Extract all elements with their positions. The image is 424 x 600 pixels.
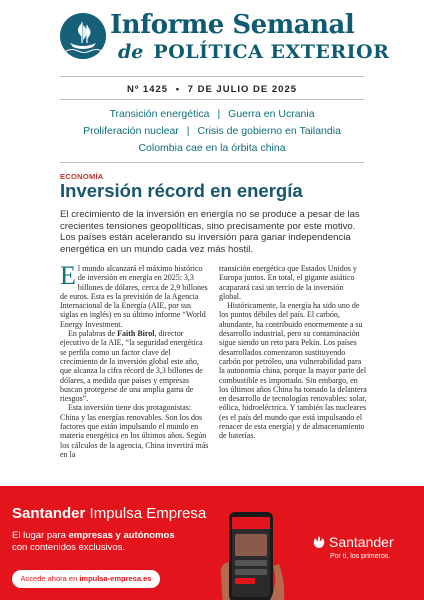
masthead-subtitle-name: POLÍTICA EXTERIOR xyxy=(153,41,390,63)
topic-link[interactable]: Guerra en Ucrania xyxy=(228,108,315,120)
ad-title-brand: Santander xyxy=(12,505,86,522)
santander-flame-icon xyxy=(312,535,326,549)
santander-ad-banner[interactable] xyxy=(0,486,424,600)
masthead-title: Informe Semanal xyxy=(110,10,355,40)
ad-cta-text: Accede ahora en xyxy=(20,574,80,583)
topics-row xyxy=(0,123,424,140)
ad-subtitle-text: con contenidos exclusivos. xyxy=(12,541,126,553)
topic-link[interactable]: Transición energética xyxy=(109,108,210,120)
dropcap: E xyxy=(60,261,76,290)
topic-link[interactable]: Crisis de gobierno en Tailandia xyxy=(197,125,341,137)
article-paragraph: Esta inversión tiene dos protagonistas: China y las energías renovables. Son los dos factores que están impulsando el mundo en materia energética en los últimos años. Según los cálculos de la agencia, China invertirá más en la xyxy=(60,403,209,459)
ad-subtitle xyxy=(12,530,212,553)
article-column-right xyxy=(219,264,367,441)
issue-number: Nº 1425 xyxy=(126,84,169,95)
article-category: ECONOMÍA xyxy=(60,172,104,181)
ad-title xyxy=(12,505,206,522)
topic-link[interactable]: Colombia cae en la órbita china xyxy=(138,142,286,154)
article-lead: El crecimiento de la inversión en energía no se produce a pesar de las crecientes tensiones geopolíticas, sino precisamente por este motivo. Los países están acelerando su inversión para ganar independencia energética en un mundo cada vez más hostil. xyxy=(60,209,360,255)
masthead xyxy=(0,0,424,78)
quoted-person: Faith Birol xyxy=(117,329,155,339)
phone-in-hand-icon xyxy=(213,506,289,600)
topic-separator: | xyxy=(186,125,190,137)
topics-row xyxy=(0,106,424,123)
brand-tagline: Por ti, los primeros. xyxy=(330,553,391,560)
ad-cta-button[interactable] xyxy=(12,570,160,588)
topics-nav xyxy=(0,106,424,157)
issue-info xyxy=(0,84,424,95)
masthead-subtitle xyxy=(118,41,389,63)
paragraph-text: l mundo alcanzará el máximo histórico de inversión en energía en 2025: 3,3 billones de dólares, cerca de 2,9 billones de euros. Esta es la previsión de la Agencia Internacional de la Energía (AIE, por sus siglas en inglés) en su último informe “World Energy Investment. xyxy=(60,264,208,329)
issue-divider xyxy=(60,99,364,100)
santander-brand xyxy=(312,534,394,550)
topics-divider xyxy=(60,162,364,163)
paragraph-text: , director ejecutivo de la AIE, “la seguridad energética se perfila como un factor clave del crecimiento de la inversión global este año, que alcanza la cifra récord de 3,3 billones de dólares, a medida que países y empresas buscan protegerse de una amplia gama de riesgos”. xyxy=(60,329,203,404)
masthead-subtitle-de: de xyxy=(118,41,144,63)
issue-date: 7 DE JULIO DE 2025 xyxy=(187,84,298,95)
article-headline: Inversión récord en energía xyxy=(60,180,303,201)
article-paragraph: transición energética que Estados Unidos y Europa juntos. En total, el gigante asiático acaparará casi un tercio de la inversión global. xyxy=(219,264,357,301)
ship-logo-icon xyxy=(60,13,106,59)
paragraph-text: En palabras de xyxy=(68,329,118,339)
topic-separator: | xyxy=(217,108,221,120)
topic-link[interactable]: Proliferación nuclear xyxy=(83,125,179,137)
article-paragraph: Históricamente, la energía ha sido uno de los puntos débiles del país. El carbón, abundante, ha contribuido enormemente a su desarrollo industrial, pero su contaminación sigue siendo un reto para Pekín. Los países desarrollados comenzaron sustituyendo carbón por petróleo, una vulnerabilidad para la autonomía china, porque la mayor parte del combustible es importado. Sin embargo, en los últimos años China ha tomado la delantera en desarrollo de tecnologías renovables: solar, eólica, hidroeléctrica. Y también las nucleares (es el país del mundo que está impulsando el renacer de esta energía) y de almacenamiento de baterías. xyxy=(219,301,367,441)
ad-title-rest: Impulsa Empresa xyxy=(85,505,207,522)
top-divider xyxy=(60,76,364,77)
ad-subtitle-text: El lugar para xyxy=(12,530,69,541)
issue-separator: • xyxy=(175,84,181,95)
brand-name: Santander xyxy=(329,534,394,550)
ad-subtitle-bold: empresas y autónomos xyxy=(68,530,175,541)
article-paragraph xyxy=(60,329,210,403)
topics-row xyxy=(0,140,424,157)
article-paragraph xyxy=(60,261,210,329)
article-column-left xyxy=(60,261,210,459)
ad-cta-link[interactable]: impulsa-empresa.es xyxy=(79,574,152,583)
